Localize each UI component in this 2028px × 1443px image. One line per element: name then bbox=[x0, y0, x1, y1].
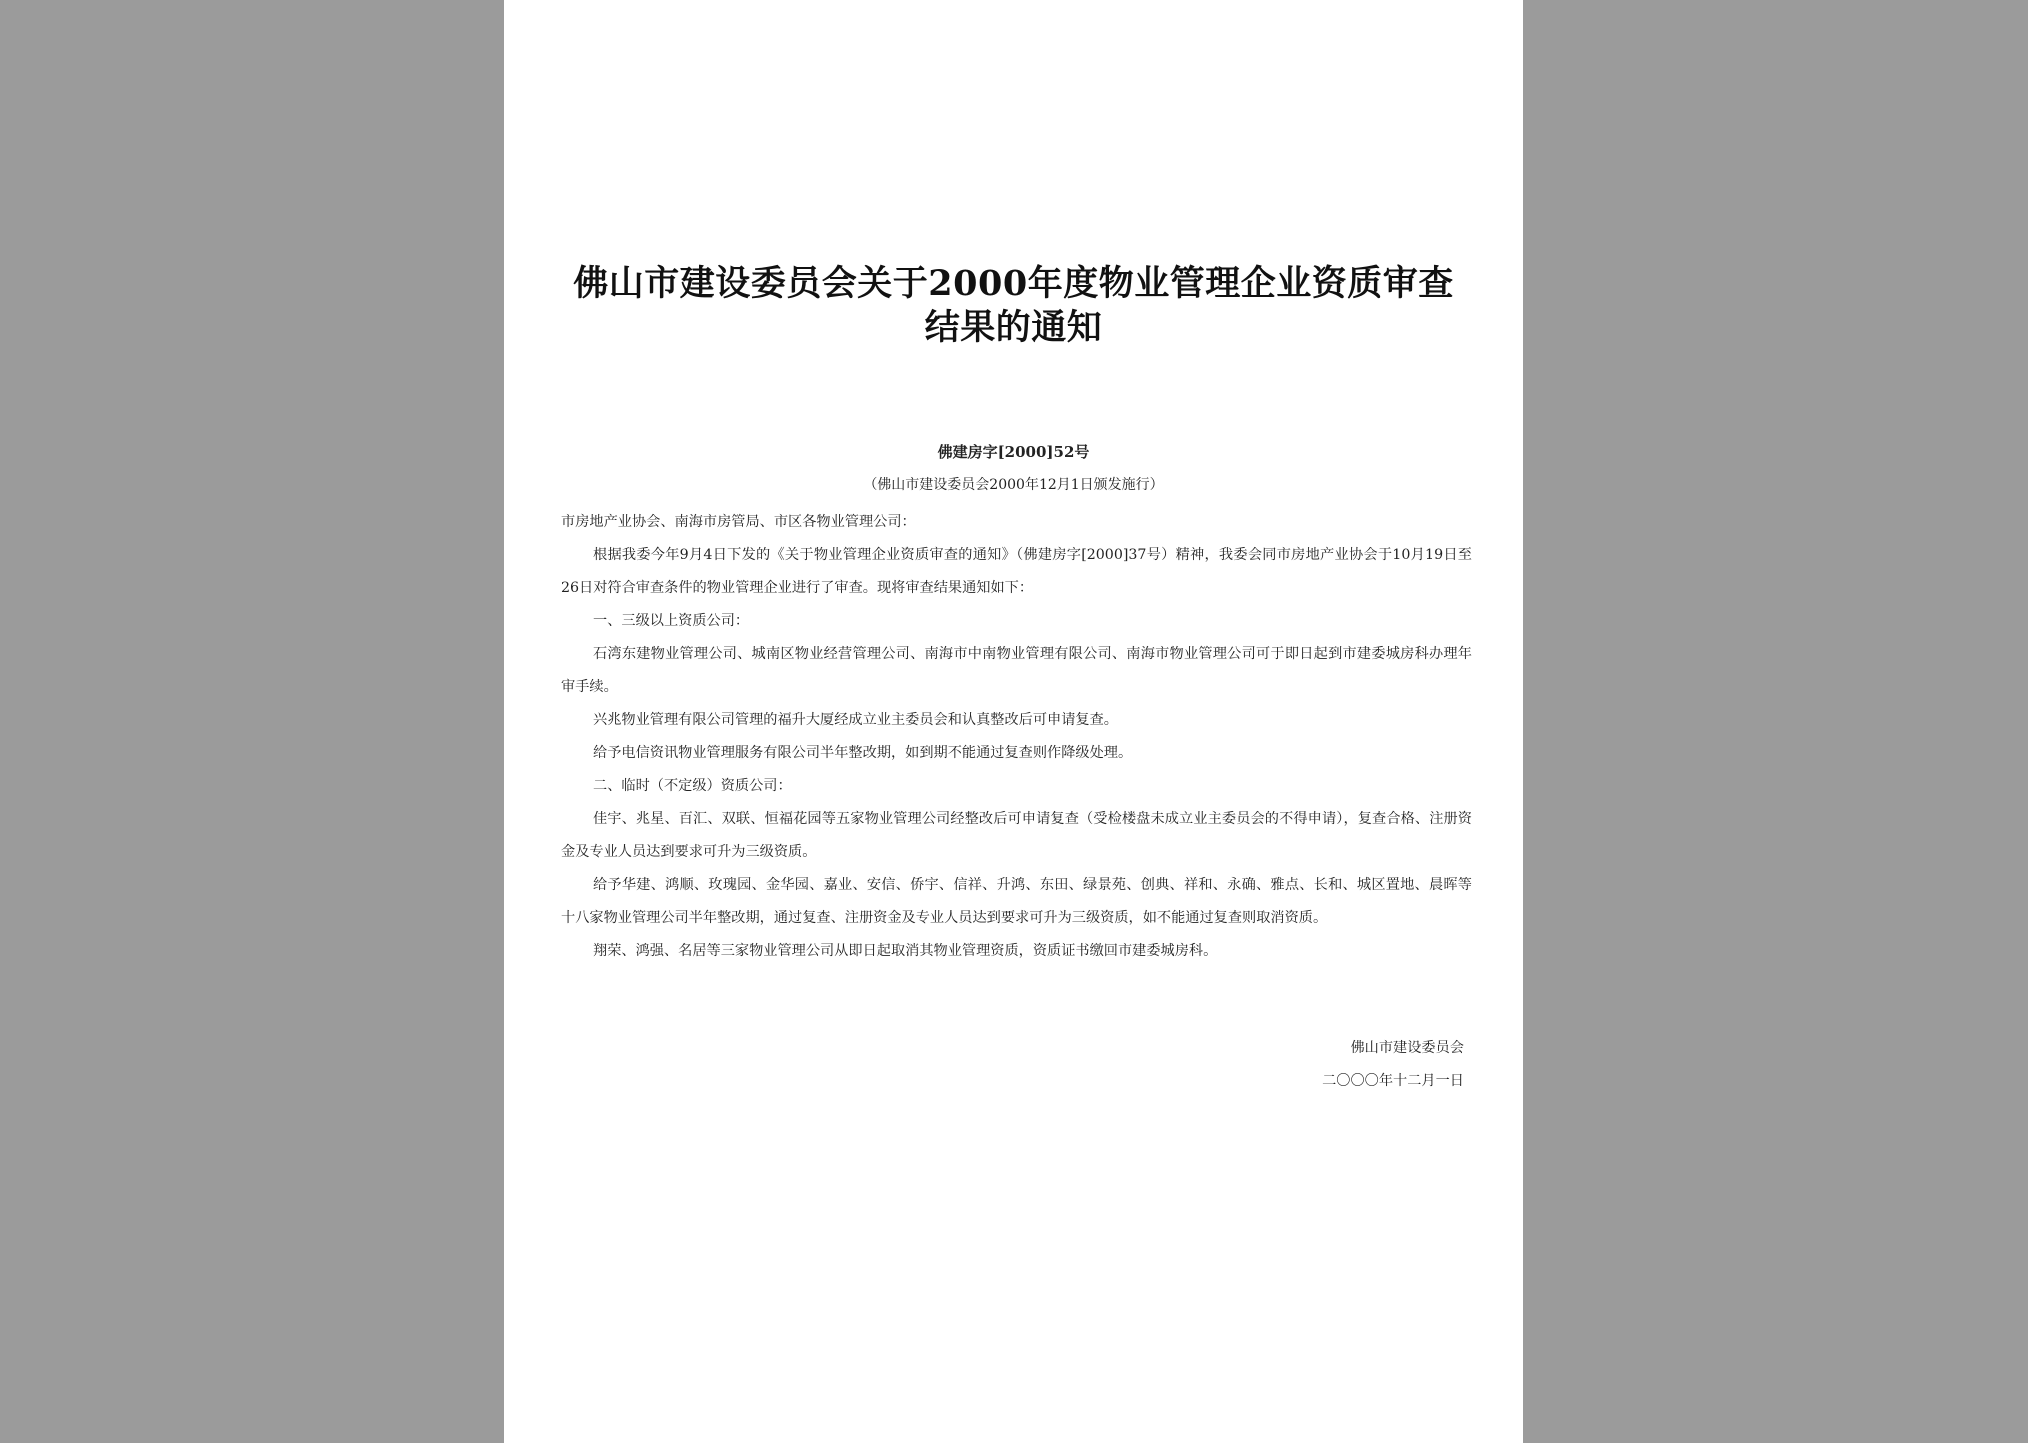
document-title bbox=[504, 262, 1523, 350]
paragraph-xingzhao: 兴兆物业管理有限公司管理的福升大厦经成立业主委员会和认真整改后可申请复查。 bbox=[593, 712, 1118, 728]
title-line-1: 佛山市建设委员会关于2000年度物业管理企业资质审查 bbox=[573, 263, 1454, 304]
signature-date: 二〇〇〇年十二月一日 bbox=[1322, 1073, 1464, 1089]
paragraph-intro: 根据我委今年9月4日下发的《关于物业管理企业资质审查的通知》（佛建房字[2000]37号）精神，我委会同市房地产业协会于10月19日至26日对符合审查条件的物业管理企业进行了审查。现将审查结果通知如下： bbox=[561, 547, 1472, 596]
section-heading-1: 一、三级以上资质公司： bbox=[593, 613, 750, 629]
signature-block bbox=[1322, 1032, 1464, 1098]
section-heading-2: 二、临时（不定级）资质公司： bbox=[593, 778, 792, 794]
document-number: 佛建房字[2000]52号 bbox=[937, 443, 1090, 461]
title-line-2: 结果的通知 bbox=[924, 307, 1103, 348]
paragraph-five-companies: 佳宇、兆星、百汇、双联、恒福花园等五家物业管理公司经整改后可申请复查（受检楼盘未成立业主委员会的不得申请），复查合格、注册资金及专业人员达到要求可升为三级资质。 bbox=[561, 811, 1472, 860]
paragraph-telecom: 给予电信资讯物业管理服务有限公司半年整改期，如到期不能通过复查则作降级处理。 bbox=[593, 745, 1133, 761]
document-body bbox=[561, 506, 1472, 968]
signature-org: 佛山市建设委员会 bbox=[1350, 1040, 1464, 1056]
paragraph-level3-companies: 石湾东建物业管理公司、城南区物业经营管理公司、南海市中南物业管理有限公司、南海市物业管理公司可于即日起到市建委城房科办理年审手续。 bbox=[561, 646, 1472, 695]
paragraph-revoked: 翔荣、鸿强、名居等三家物业管理公司从即日起取消其物业管理资质，资质证书缴回市建委城房科。 bbox=[593, 943, 1218, 959]
paragraph-eighteen-companies: 给予华建、鸿顺、玫瑰园、金华园、嘉业、安信、侨宇、信祥、升鸿、东田、绿景苑、创典、祥和、永确、雅点、长和、城区置地、晨晖等十八家物业管理公司半年整改期，通过复查、注册资金及专业人员达到要求可升为三级资质，如不能通过复查则取消资质。 bbox=[561, 877, 1472, 926]
salutation: 市房地产业协会、南海市房管局、市区各物业管理公司： bbox=[561, 514, 916, 530]
issue-note: （佛山市建设委员会2000年12月1日颁发施行） bbox=[863, 477, 1164, 493]
document-page bbox=[504, 0, 1523, 1443]
